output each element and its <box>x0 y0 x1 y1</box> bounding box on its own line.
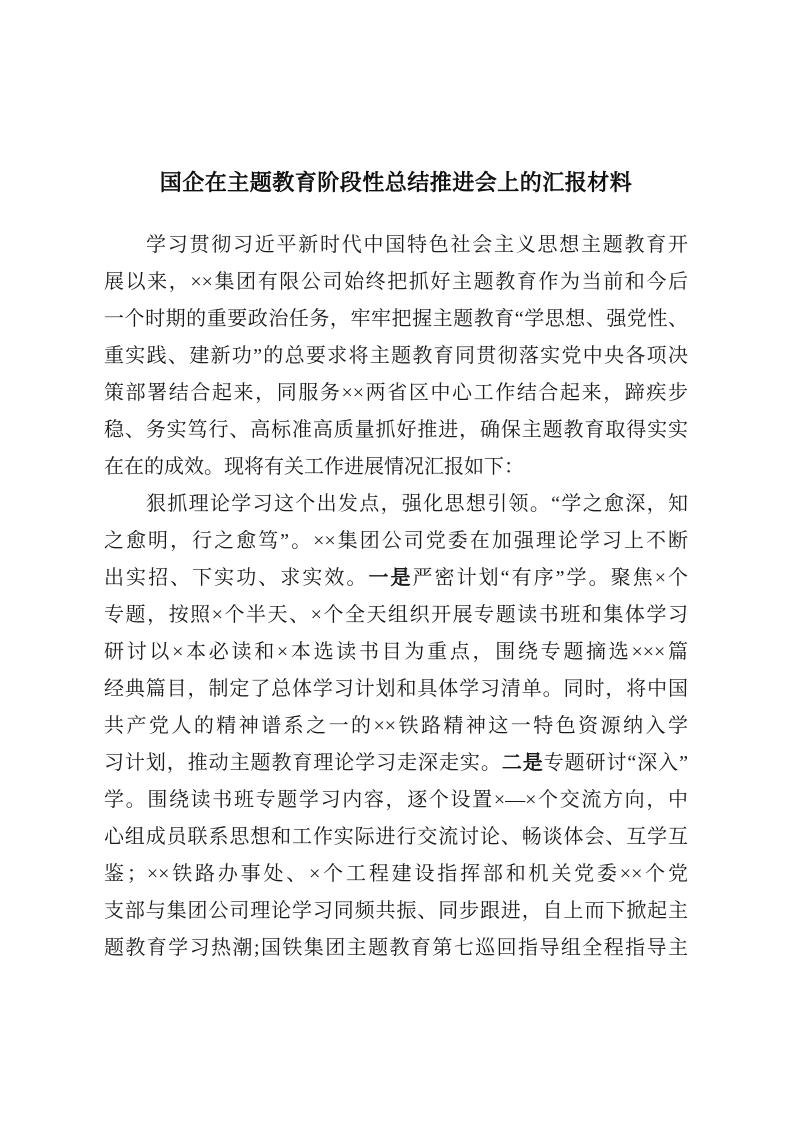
bold-run: 二是 <box>501 752 544 774</box>
text-run: 策部署结合起来，同服务××两省区中心工作结合起来，蹄疾步 <box>104 382 688 404</box>
body-line <box>104 412 688 449</box>
text-run: 心组成员联系思想和工作实际进行交流讨论、畅谈体会、互学互 <box>104 826 688 848</box>
text-run: 支部与集团公司理论学习同频共振、同步跟进，自上而下掀起主 <box>104 900 688 922</box>
body-line <box>104 856 688 893</box>
text-run: 专题研讨“深入” <box>543 752 688 774</box>
text-run: 题教育学习热潮;国铁集团主题教育第七巡回指导组全程指导主 <box>104 937 688 959</box>
body-line <box>104 375 688 412</box>
text-run: 严密计划“有序”学。聚焦×个 <box>412 567 688 589</box>
text-run: 习计划，推动主题教育理论学习走深走实。 <box>104 752 502 774</box>
text-run: 鉴；××铁路办事处、×个工程建设指挥部和机关党委××个党 <box>104 863 688 885</box>
text-run: 学。围绕读书班专题学习内容，逐个设置×—×个交流方向，中 <box>104 789 688 811</box>
body-line <box>104 708 688 745</box>
text-run: 一个时期的重要政治任务，牢牢把握主题教育“学思想、强党性、 <box>104 308 688 330</box>
text-run: 出实招、下实功、求实效。 <box>104 567 369 589</box>
bold-run: 一是 <box>368 567 413 589</box>
text-run: 稳、务实笃行、高标准高质量抓好推进，确保主题教育取得实实 <box>104 419 688 441</box>
body-line <box>104 560 688 597</box>
text-run: 经典篇目，制定了总体学习计划和具体学习清单。同时，将中国 <box>104 678 688 700</box>
document-body <box>104 227 688 967</box>
text-run: 之愈明，行之愈笃”。××集团公司党委在加强理论学习上不断 <box>104 530 688 552</box>
text-run: 专题，按照×个半天、×个全天组织开展专题读书班和集体学习 <box>104 604 688 626</box>
body-line <box>104 745 688 782</box>
body-line <box>104 264 688 301</box>
body-line <box>104 893 688 930</box>
text-run: 学习贯彻习近平新时代中国特色社会主义思想主题教育开 <box>146 234 688 256</box>
text-run: 狠抓理论学习这个出发点，强化思想引领。“学之愈深，知 <box>146 493 688 515</box>
body-line <box>104 449 688 486</box>
text-run: 研讨以×本必读和×本选读书目为重点，围绕专题摘选×××篇 <box>104 641 688 663</box>
text-run: 重实践、建新功”的总要求将主题教育同贯彻落实党中央各项决 <box>104 345 688 367</box>
body-line <box>104 227 688 264</box>
text-run: 共产党人的精神谱系之一的××铁路精神这一特色资源纳入学 <box>104 715 688 737</box>
body-line <box>104 819 688 856</box>
body-line <box>104 523 688 560</box>
body-line <box>104 782 688 819</box>
body-line <box>104 486 688 523</box>
text-run: 在在的成效。现将有关工作进展情况汇报如下： <box>104 456 524 478</box>
text-run: 展以来，××集团有限公司始终把抓好主题教育作为当前和今后 <box>104 271 688 293</box>
body-line <box>104 671 688 708</box>
body-line <box>104 338 688 375</box>
body-line <box>104 930 688 967</box>
body-line <box>104 301 688 338</box>
body-line <box>104 597 688 634</box>
document-title: 国企在主题教育阶段性总结推进会上的汇报材料 <box>159 170 633 195</box>
body-line <box>104 634 688 671</box>
